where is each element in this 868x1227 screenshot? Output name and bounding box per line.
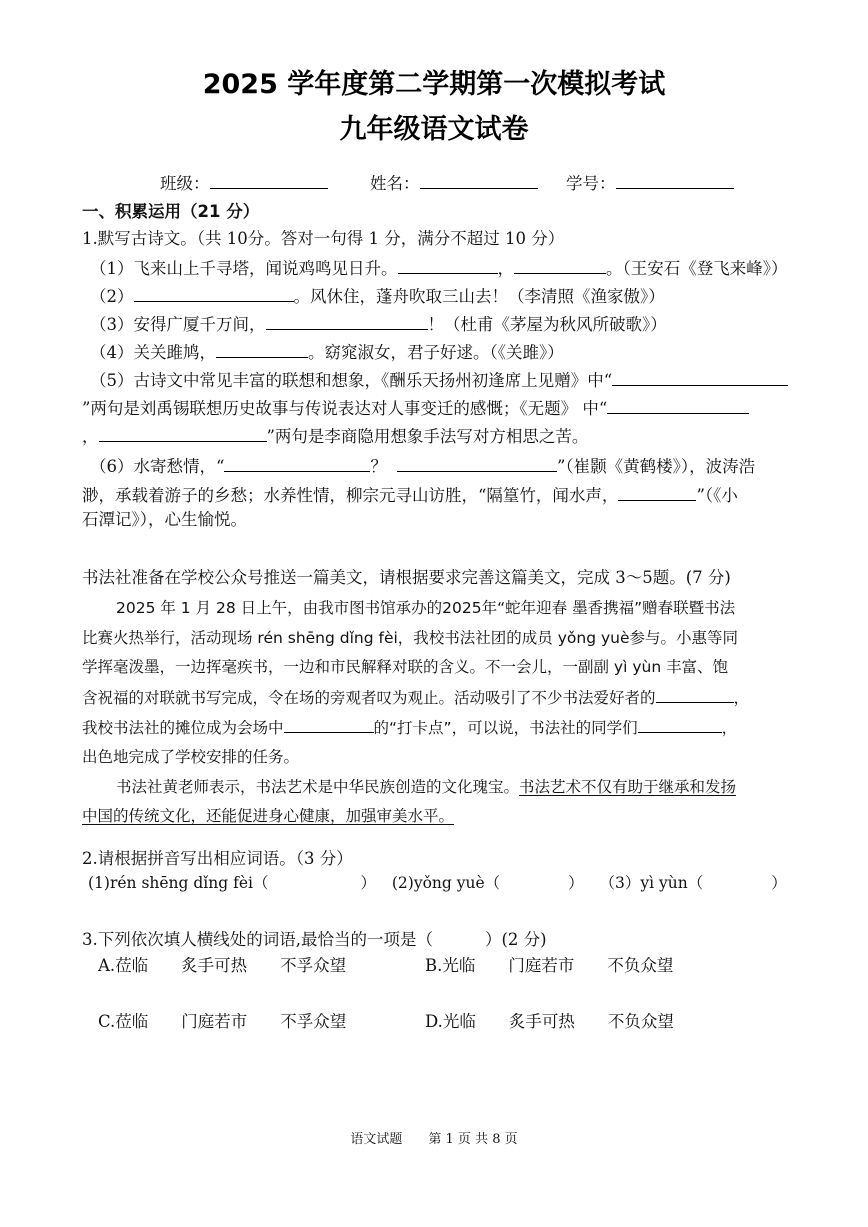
page-footer: 语文试题 第 1 页 共 8 页 xyxy=(350,1132,518,1147)
answer-blank[interactable] xyxy=(99,425,267,442)
answer-blank[interactable] xyxy=(398,257,498,274)
answer-blank[interactable] xyxy=(612,369,788,386)
answer-blank[interactable] xyxy=(216,341,308,358)
answer-blank[interactable] xyxy=(607,397,749,414)
passage-p2-line2: 中国的传统文化，还能促进身心健康，加强审美水平。 xyxy=(82,807,455,825)
id-label: 学号： xyxy=(566,174,616,193)
passage-p1-line2: 比赛火热举行，活动现场 rén shēng dǐng fèi，我校书法社团的成员 yǒng yuè参与。小惠等同 xyxy=(82,629,739,647)
answer-blank[interactable] xyxy=(397,455,557,472)
q1-item-1: （1）飞来山上千寻塔，闻说鸡鸣见日升。 ， 。（王安石《登飞来峰》） xyxy=(90,259,788,278)
underlined-sentence: 书法艺术不仅有助于继承和发扬 xyxy=(519,778,737,796)
passage-p2-line1: 书法社黄老师表示，书法艺术是中华民族创造的文化瑰宝。书法艺术不仅有助于继承和发扬 xyxy=(116,778,737,796)
answer-blank[interactable] xyxy=(656,686,734,703)
q3-stem: 3.下列依次填人横线处的词语,最恰当的一项是（ ）(2 分) xyxy=(82,930,547,949)
passage-intro: 书法社准备在学校公众号推送一篇美文，请根据要求完善这篇美文，完成 3～5题。(7 分) xyxy=(82,568,731,587)
exam-title: 2025 学年度第二学期第一次模拟考试 xyxy=(202,69,666,100)
q3-option-b[interactable]: B.光临 门庭若市 不负众望 xyxy=(425,956,674,975)
q1-item-3: （3）安得广厦千万间， ！（杜甫《茅屋为秋风所破歌》） xyxy=(90,315,667,334)
exam-subtitle: 九年级语文试卷 xyxy=(339,114,529,145)
answer-blank[interactable] xyxy=(284,716,374,733)
q1-item-6-line1: （6）水寄愁情，“ ？ ”（崔颢《黄鹤楼》），波涛浩 xyxy=(90,457,756,476)
name-label: 姓名： xyxy=(370,174,420,193)
q1-item-4: （4）关关雎鸠， 。窈窕淑女，君子好逑。（《关雎》） xyxy=(90,343,564,362)
q3-option-d[interactable]: D.光临 炙手可热 不负众望 xyxy=(425,1012,674,1031)
answer-blank[interactable] xyxy=(638,716,722,733)
answer-blank[interactable] xyxy=(618,484,696,501)
q1-item-6-line3: 石潭记》），心生愉悦。 xyxy=(82,510,247,529)
q1-item-5-line1: （5）古诗文中常见丰富的联想和想象，《酬乐天扬州初逢席上见赠》中“ xyxy=(90,369,788,392)
q1-intro: 1.默写古诗文。（共 10分。答对一句得 1 分，满分不超过 10 分） xyxy=(82,229,565,248)
answer-blank[interactable] xyxy=(266,313,428,330)
q3-option-a[interactable]: A.莅临 炙手可热 不孚众望 xyxy=(98,956,347,975)
q1-item-5-line2: ”两句是刘禹锡联想历史故事与传说表达对人事变迁的感慨；《无题》 中“ xyxy=(82,397,749,420)
passage-p1-line5: 我校书法社的摊位成为会场中 的“打卡点”，可以说，书法社的同学们 ， xyxy=(82,716,737,739)
student-id-field[interactable] xyxy=(616,172,734,189)
q2-items: (1)rén shēng dǐng fèi（ ） (2)yǒng yuè（ ） （3）yì yùn（ ） xyxy=(88,874,787,892)
section-heading: 一、积累运用（21 分） xyxy=(82,202,260,221)
q2-stem: 2.请根据拼音写出相应词语。（3 分） xyxy=(82,849,353,868)
q1-item-2: （2） 。风休住，蓬舟吹取三山去！（李清照《渔家傲》） xyxy=(90,287,665,306)
name-field[interactable] xyxy=(420,172,538,189)
answer-blank[interactable] xyxy=(514,257,606,274)
answer-blank[interactable] xyxy=(224,455,370,472)
passage-p1-line1: 2025 年 1 月 28 日上午，由我市图书馆承办的2025年“蛇年迎春 墨香携福”赠春联暨书法 xyxy=(116,599,736,617)
class-field[interactable] xyxy=(210,172,328,189)
passage-p1-line4: 含祝福的对联就书写完成，令在场的旁观者叹为观止。活动吸引了不少书法爱好者的 ， xyxy=(82,686,749,709)
passage-p1-line6: 出色地完成了学校安排的任务。 xyxy=(82,748,300,766)
q1-item-6-line2: 渺，承载着游子的乡愁；水养性情，柳宗元寻山访胜，“隔篁竹，闻水声， ”（《小 xyxy=(82,486,738,505)
q3-option-c[interactable]: C.莅临 门庭若市 不孚众望 xyxy=(98,1012,347,1031)
q1-item-5-line3: ， ”两句是李商隐用想象手法写对方相思之苦。 xyxy=(82,427,589,446)
answer-blank[interactable] xyxy=(134,285,294,302)
passage-p1-line3: 学挥毫泼墨，一边挥毫疾书，一边和市民解释对联的含义。不一会儿，一副副 yì yùn 丰富、饱 xyxy=(82,658,729,676)
student-info-row xyxy=(160,172,734,195)
class-label: 班级： xyxy=(160,174,210,193)
